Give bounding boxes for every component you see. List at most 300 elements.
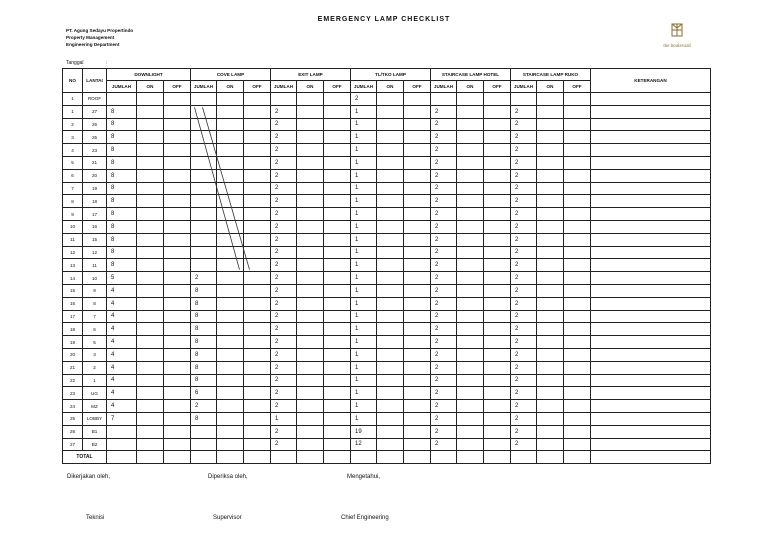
tl-on — [377, 259, 404, 272]
downlight-jumlah: 4 — [107, 387, 137, 400]
downlight-jumlah: 8 — [107, 195, 137, 208]
exit-on — [297, 284, 324, 297]
ruko-on — [537, 425, 564, 438]
cove-on — [217, 374, 244, 387]
table-row — [63, 144, 711, 157]
tl-off — [404, 131, 431, 144]
cove-off — [244, 195, 271, 208]
tl-off — [404, 156, 431, 169]
hotel-jumlah: 2 — [431, 272, 457, 285]
cove-jumlah: 2 — [191, 272, 217, 285]
subheader-on: ON — [377, 81, 404, 93]
subheader-on: ON — [457, 81, 484, 93]
ruko-jumlah: 2 — [511, 438, 537, 451]
row-no: 9 — [63, 208, 83, 221]
row-no: 12 — [63, 246, 83, 259]
row-no: 18 — [63, 323, 83, 336]
tl-jumlah: 1 — [351, 297, 377, 310]
downlight-off — [164, 284, 191, 297]
hotel-jumlah: 2 — [431, 131, 457, 144]
row-no: 1 — [63, 105, 83, 118]
tl-off — [404, 272, 431, 285]
exit-jumlah: 2 — [271, 195, 297, 208]
ruko-jumlah: 2 — [511, 105, 537, 118]
ruko-off — [564, 336, 591, 349]
ruko-off — [564, 425, 591, 438]
ruko-jumlah — [511, 93, 537, 106]
row-lantai: 8 — [83, 297, 107, 310]
total-cell — [511, 451, 537, 464]
cove-on — [217, 93, 244, 106]
hotel-on — [457, 105, 484, 118]
tl-on — [377, 284, 404, 297]
hotel-jumlah: 2 — [431, 169, 457, 182]
ruko-off — [564, 144, 591, 157]
row-no: 4 — [63, 144, 83, 157]
downlight-off — [164, 195, 191, 208]
downlight-off — [164, 118, 191, 131]
tl-on — [377, 323, 404, 336]
tl-jumlah: 1 — [351, 220, 377, 233]
exit-off — [324, 438, 351, 451]
exit-jumlah: 2 — [271, 400, 297, 413]
cove-on — [217, 387, 244, 400]
ruko-off — [564, 118, 591, 131]
cove-off — [244, 93, 271, 106]
row-lantai: 5 — [83, 336, 107, 349]
tl-on — [377, 297, 404, 310]
ruko-jumlah: 2 — [511, 348, 537, 361]
row-keterangan — [591, 144, 711, 157]
row-keterangan — [591, 400, 711, 413]
hotel-on — [457, 336, 484, 349]
table-row — [63, 156, 711, 169]
tl-on — [377, 182, 404, 195]
exit-off — [324, 246, 351, 259]
header-no: NO — [63, 69, 83, 93]
cove-jumlah — [191, 220, 217, 233]
exit-jumlah: 2 — [271, 310, 297, 323]
cove-off — [244, 387, 271, 400]
tl-jumlah: 1 — [351, 348, 377, 361]
cove-off — [244, 144, 271, 157]
header-cove-lamp: COVE LAMP — [191, 69, 271, 81]
hotel-off — [484, 259, 511, 272]
subheader-off: OFF — [164, 81, 191, 93]
tl-off — [404, 105, 431, 118]
exit-off — [324, 348, 351, 361]
tl-jumlah: 1 — [351, 195, 377, 208]
downlight-jumlah: 8 — [107, 105, 137, 118]
exit-off — [324, 118, 351, 131]
row-keterangan — [591, 220, 711, 233]
exit-off — [324, 284, 351, 297]
tl-jumlah: 1 — [351, 131, 377, 144]
tl-off — [404, 400, 431, 413]
ruko-off — [564, 374, 591, 387]
total-cell — [591, 451, 711, 464]
tl-on — [377, 220, 404, 233]
cove-jumlah — [191, 425, 217, 438]
exit-jumlah: 2 — [271, 387, 297, 400]
row-keterangan — [591, 425, 711, 438]
hotel-off — [484, 336, 511, 349]
table-row — [63, 400, 711, 413]
exit-jumlah: 2 — [271, 208, 297, 221]
hotel-off — [484, 233, 511, 246]
cove-off — [244, 348, 271, 361]
ruko-jumlah: 2 — [511, 233, 537, 246]
cove-jumlah — [191, 195, 217, 208]
ruko-jumlah: 2 — [511, 144, 537, 157]
table-row — [63, 169, 711, 182]
tl-on — [377, 144, 404, 157]
ruko-off — [564, 246, 591, 259]
cove-jumlah: 6 — [191, 387, 217, 400]
tl-jumlah: 1 — [351, 105, 377, 118]
hotel-on — [457, 361, 484, 374]
hotel-off — [484, 105, 511, 118]
subheader-off: OFF — [484, 81, 511, 93]
cove-jumlah — [191, 208, 217, 221]
exit-off — [324, 425, 351, 438]
hotel-off — [484, 374, 511, 387]
exit-off — [324, 259, 351, 272]
row-no: 27 — [63, 438, 83, 451]
ruko-jumlah: 2 — [511, 336, 537, 349]
hotel-on — [457, 374, 484, 387]
exit-jumlah: 2 — [271, 246, 297, 259]
downlight-jumlah: 4 — [107, 323, 137, 336]
tl-off — [404, 284, 431, 297]
ruko-off — [564, 400, 591, 413]
total-cell — [351, 451, 377, 464]
cove-on — [217, 131, 244, 144]
exit-jumlah: 2 — [271, 118, 297, 131]
exit-on — [297, 400, 324, 413]
downlight-on — [137, 387, 164, 400]
subheader-on: ON — [537, 81, 564, 93]
downlight-off — [164, 374, 191, 387]
row-keterangan — [591, 348, 711, 361]
hotel-jumlah: 2 — [431, 387, 457, 400]
hotel-jumlah: 2 — [431, 412, 457, 425]
downlight-jumlah: 4 — [107, 284, 137, 297]
hotel-jumlah: 2 — [431, 105, 457, 118]
exit-jumlah: 2 — [271, 233, 297, 246]
downlight-jumlah: 8 — [107, 233, 137, 246]
ruko-jumlah: 2 — [511, 387, 537, 400]
ruko-jumlah: 2 — [511, 156, 537, 169]
row-lantai: B2 — [83, 438, 107, 451]
ruko-on — [537, 374, 564, 387]
table-row — [63, 118, 711, 131]
tl-off — [404, 323, 431, 336]
total-cell — [244, 451, 271, 464]
cove-on — [217, 182, 244, 195]
row-lantai: 16 — [83, 220, 107, 233]
ruko-jumlah: 2 — [511, 400, 537, 413]
tl-off — [404, 195, 431, 208]
cove-jumlah — [191, 438, 217, 451]
hotel-on — [457, 272, 484, 285]
downlight-on — [137, 233, 164, 246]
total-label: TOTAL — [63, 451, 107, 464]
cove-on — [217, 233, 244, 246]
downlight-off — [164, 169, 191, 182]
tl-off — [404, 412, 431, 425]
cove-off — [244, 182, 271, 195]
ruko-on — [537, 144, 564, 157]
table-row — [63, 348, 711, 361]
cove-on — [217, 156, 244, 169]
cove-off — [244, 297, 271, 310]
row-keterangan — [591, 387, 711, 400]
subheader-jumlah: JUMLAH — [431, 81, 457, 93]
tl-on — [377, 169, 404, 182]
hotel-off — [484, 93, 511, 106]
downlight-on — [137, 118, 164, 131]
downlight-jumlah: 5 — [107, 272, 137, 285]
exit-jumlah: 2 — [271, 284, 297, 297]
row-lantai: UG — [83, 387, 107, 400]
row-no: 17 — [63, 310, 83, 323]
cove-off — [244, 412, 271, 425]
total-cell — [324, 451, 351, 464]
total-cell — [191, 451, 217, 464]
exit-off — [324, 195, 351, 208]
page-title: EMERGENCY LAMP CHECKLIST — [317, 16, 451, 23]
cove-jumlah: 8 — [191, 336, 217, 349]
downlight-on — [137, 246, 164, 259]
exit-on — [297, 195, 324, 208]
cove-on — [217, 118, 244, 131]
downlight-off — [164, 361, 191, 374]
ruko-on — [537, 438, 564, 451]
tl-jumlah: 1 — [351, 310, 377, 323]
cove-jumlah — [191, 93, 217, 106]
hotel-off — [484, 169, 511, 182]
table-row — [63, 336, 711, 349]
signature-dikerjakan: Dikerjakan oleh, — [67, 474, 111, 480]
tanggal-colon: : — [106, 60, 108, 66]
row-no: 21 — [63, 361, 83, 374]
subheader-jumlah: JUMLAH — [351, 81, 377, 93]
ruko-off — [564, 412, 591, 425]
table-row — [63, 208, 711, 221]
downlight-off — [164, 220, 191, 233]
tl-on — [377, 156, 404, 169]
cove-on — [217, 259, 244, 272]
tl-jumlah: 1 — [351, 118, 377, 131]
downlight-on — [137, 131, 164, 144]
cove-jumlah — [191, 105, 217, 118]
row-lantai: 15 — [83, 233, 107, 246]
table-row — [63, 387, 711, 400]
company-block — [66, 27, 133, 48]
downlight-off — [164, 272, 191, 285]
row-lantai: 23 — [83, 144, 107, 157]
downlight-on — [137, 361, 164, 374]
cove-on — [217, 272, 244, 285]
ruko-on — [537, 246, 564, 259]
hotel-jumlah: 2 — [431, 220, 457, 233]
cove-off — [244, 310, 271, 323]
hotel-on — [457, 93, 484, 106]
downlight-jumlah — [107, 438, 137, 451]
ruko-jumlah: 2 — [511, 272, 537, 285]
exit-on — [297, 425, 324, 438]
exit-off — [324, 412, 351, 425]
table-row — [63, 233, 711, 246]
row-keterangan — [591, 323, 711, 336]
exit-on — [297, 182, 324, 195]
tl-on — [377, 246, 404, 259]
cove-on — [217, 169, 244, 182]
ruko-on — [537, 336, 564, 349]
exit-off — [324, 400, 351, 413]
exit-on — [297, 246, 324, 259]
tl-on — [377, 208, 404, 221]
row-keterangan — [591, 336, 711, 349]
row-lantai: 2 — [83, 361, 107, 374]
ruko-on — [537, 105, 564, 118]
total-cell — [297, 451, 324, 464]
tl-off — [404, 182, 431, 195]
ruko-on — [537, 118, 564, 131]
downlight-jumlah — [107, 425, 137, 438]
ruko-on — [537, 259, 564, 272]
hotel-on — [457, 323, 484, 336]
row-keterangan — [591, 412, 711, 425]
tl-jumlah: 1 — [351, 387, 377, 400]
ruko-on — [537, 220, 564, 233]
exit-off — [324, 297, 351, 310]
tl-jumlah: 1 — [351, 246, 377, 259]
ruko-on — [537, 233, 564, 246]
ruko-off — [564, 284, 591, 297]
ruko-on — [537, 297, 564, 310]
table-row — [63, 272, 711, 285]
tl-off — [404, 118, 431, 131]
total-cell — [457, 451, 484, 464]
row-keterangan — [591, 156, 711, 169]
hotel-off — [484, 297, 511, 310]
header-staircase-ruko: STAIRCASE LAMP RUKO — [511, 69, 591, 81]
downlight-off — [164, 438, 191, 451]
exit-off — [324, 208, 351, 221]
cove-on — [217, 195, 244, 208]
downlight-off — [164, 156, 191, 169]
downlight-on — [137, 438, 164, 451]
subheader-off: OFF — [324, 81, 351, 93]
cove-off — [244, 284, 271, 297]
tl-off — [404, 220, 431, 233]
tl-jumlah: 2 — [351, 93, 377, 106]
header-downlight: DOWNLIGHT — [107, 69, 191, 81]
tl-on — [377, 93, 404, 106]
row-no: 16 — [63, 297, 83, 310]
hotel-jumlah: 2 — [431, 259, 457, 272]
ruko-off — [564, 220, 591, 233]
hotel-off — [484, 118, 511, 131]
downlight-on — [137, 284, 164, 297]
cove-off — [244, 361, 271, 374]
tl-on — [377, 438, 404, 451]
tl-jumlah: 1 — [351, 272, 377, 285]
exit-jumlah: 1 — [271, 412, 297, 425]
tl-jumlah: 12 — [351, 438, 377, 451]
tl-off — [404, 387, 431, 400]
cove-jumlah — [191, 169, 217, 182]
hotel-off — [484, 144, 511, 157]
total-cell — [537, 451, 564, 464]
row-no: 22 — [63, 374, 83, 387]
row-no: 19 — [63, 336, 83, 349]
row-keterangan — [591, 259, 711, 272]
tl-jumlah: 1 — [351, 233, 377, 246]
downlight-jumlah: 8 — [107, 169, 137, 182]
row-lantai: ROOF — [83, 93, 107, 106]
row-keterangan — [591, 310, 711, 323]
ruko-off — [564, 361, 591, 374]
exit-on — [297, 208, 324, 221]
downlight-off — [164, 336, 191, 349]
tl-on — [377, 425, 404, 438]
exit-jumlah: 2 — [271, 105, 297, 118]
exit-on — [297, 131, 324, 144]
downlight-on — [137, 182, 164, 195]
tl-off — [404, 259, 431, 272]
exit-jumlah: 2 — [271, 144, 297, 157]
downlight-on — [137, 297, 164, 310]
row-no: 25 — [63, 412, 83, 425]
hotel-jumlah: 2 — [431, 144, 457, 157]
row-lantai: 18 — [83, 195, 107, 208]
tl-jumlah: 19 — [351, 425, 377, 438]
boulevard-emblem-icon — [670, 22, 684, 38]
downlight-off — [164, 208, 191, 221]
ruko-on — [537, 156, 564, 169]
hotel-jumlah: 2 — [431, 246, 457, 259]
checklist-table — [62, 68, 711, 464]
cove-jumlah — [191, 259, 217, 272]
exit-on — [297, 348, 324, 361]
tl-off — [404, 169, 431, 182]
table-row — [63, 412, 711, 425]
table-row — [63, 438, 711, 451]
total-cell — [484, 451, 511, 464]
cove-on — [217, 323, 244, 336]
tl-off — [404, 144, 431, 157]
table-row — [63, 310, 711, 323]
ruko-off — [564, 438, 591, 451]
table-row — [63, 284, 711, 297]
tl-on — [377, 310, 404, 323]
ruko-off — [564, 208, 591, 221]
subheader-off: OFF — [564, 81, 591, 93]
downlight-off — [164, 348, 191, 361]
ruko-jumlah: 2 — [511, 220, 537, 233]
tl-on — [377, 118, 404, 131]
ruko-on — [537, 348, 564, 361]
hotel-on — [457, 220, 484, 233]
tl-jumlah: 1 — [351, 208, 377, 221]
cove-off — [244, 323, 271, 336]
tl-on — [377, 272, 404, 285]
hotel-jumlah: 2 — [431, 297, 457, 310]
hotel-jumlah: 2 — [431, 425, 457, 438]
